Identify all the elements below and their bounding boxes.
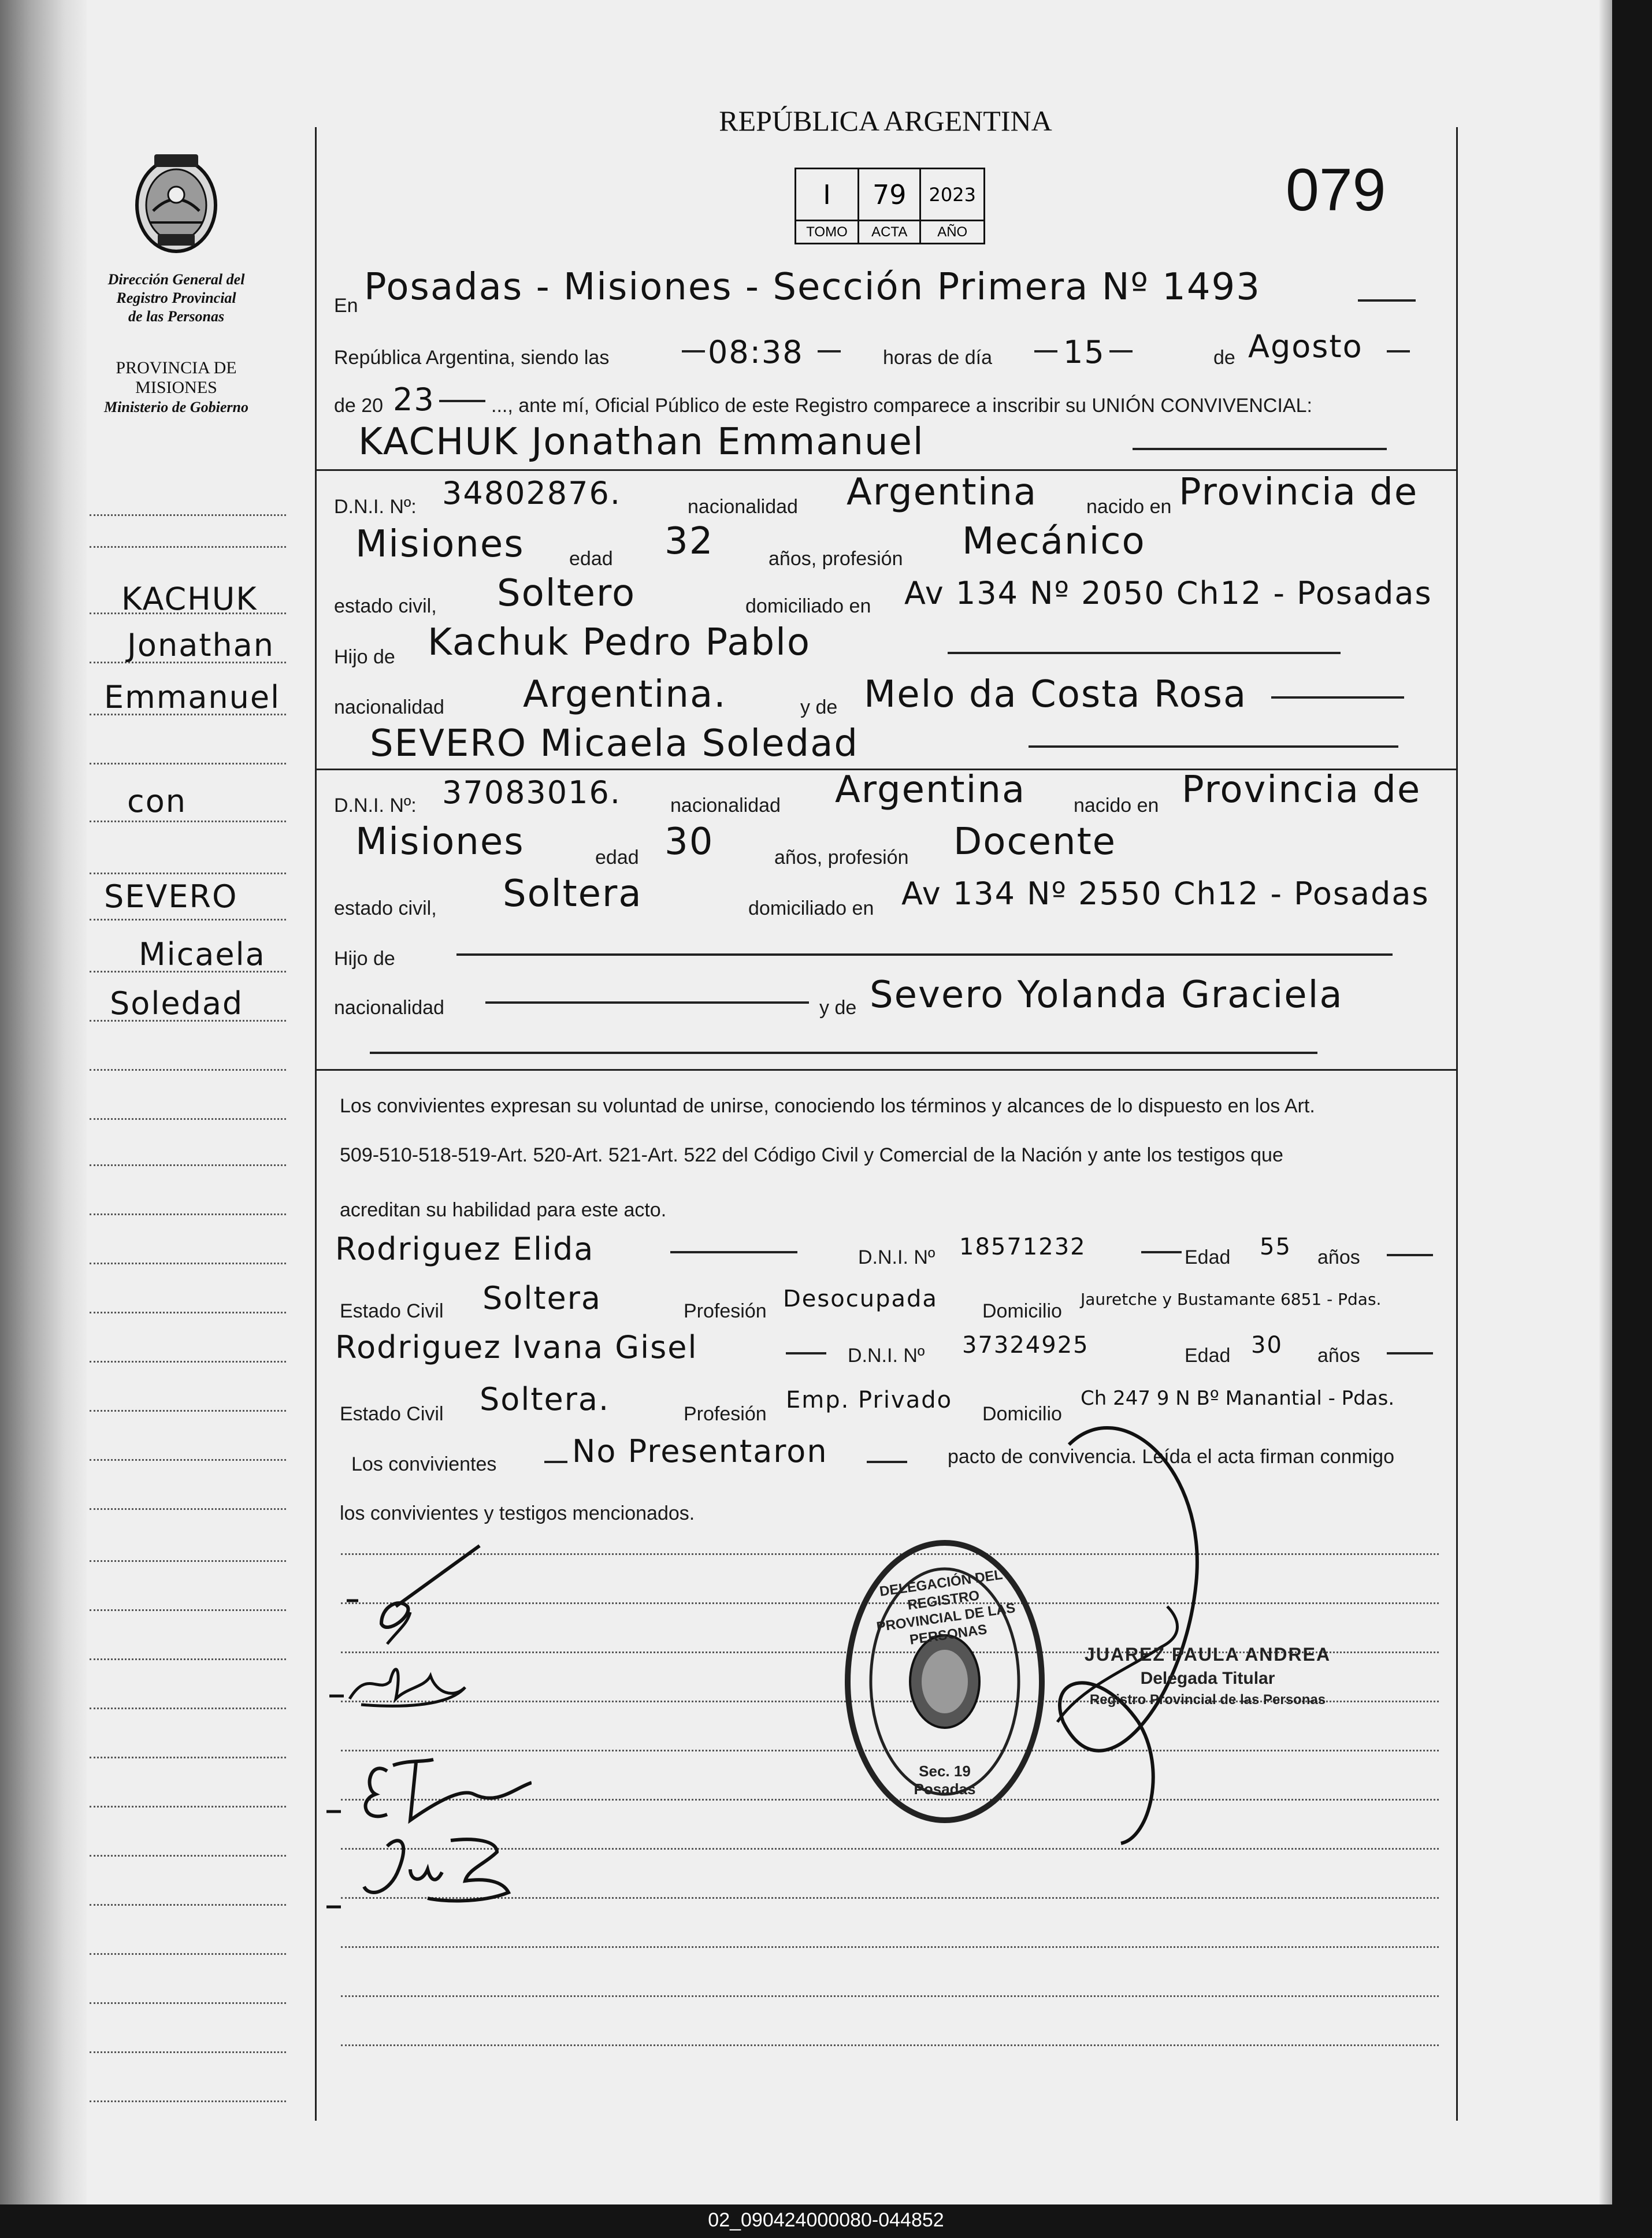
w1-domicile: Jauretche y Bustamante 6851 - Pdas. [1081, 1290, 1382, 1309]
province-coat-of-arms [130, 147, 222, 257]
p1-yde-label: y de [800, 696, 838, 718]
w1-edad-label: Edad [1185, 1246, 1231, 1268]
p1-profession: Mecánico [962, 520, 1146, 563]
margin-note-6: Micaela [139, 936, 266, 973]
p2-birthplace-1: Provincia de [1182, 769, 1421, 811]
w1-anos-label: años [1317, 1246, 1360, 1268]
anio-value: 2023 [920, 169, 985, 221]
margin-note-4: con [127, 783, 187, 819]
w2-name: Rodriguez Ivana Gisel [335, 1329, 698, 1365]
horas-label: horas de día [883, 347, 993, 369]
p1-age: 32 [664, 520, 714, 563]
siendo-label: República Argentina, siendo las [334, 347, 610, 369]
org-line-1: Dirección General del [107, 271, 245, 288]
signature-3 [324, 1754, 532, 1829]
seal-ring-text: DELEGACIÓN DEL REGISTRO PROVINCIAL DE LAS PERSONAS [875, 1567, 1016, 1648]
p1-civil-label: estado civil, [334, 595, 437, 617]
acta-number: 079 [1286, 157, 1386, 224]
p1-nac2-label: nacionalidad [334, 696, 444, 718]
w1-civil-label: Estado Civil [340, 1300, 444, 1322]
p1-domicile: Av 134 Nº 2050 Ch12 - Posadas [904, 575, 1432, 611]
p2-profession: Docente [953, 821, 1117, 863]
person2-name: SEVERO Micaela Soledad [370, 722, 859, 765]
p2-yde-label: y de [819, 997, 857, 1019]
month-value: Agosto [1248, 328, 1363, 365]
p1-nacido-label: nacido en [1086, 496, 1172, 518]
acta-value: 79 [858, 169, 920, 221]
frame-left [315, 127, 317, 2121]
official-stamp [1069, 1644, 1346, 1708]
official-title: Delegada Titular [1140, 1669, 1275, 1688]
official-seal [841, 1534, 1049, 1829]
w2-anos-label: años [1317, 1345, 1360, 1367]
scan-id: 02_090424000080-044852 [708, 2209, 944, 2231]
p2-dni-label: D.N.I. Nº: [334, 795, 417, 816]
p1-prof-label: años, profesión [769, 548, 903, 570]
anio-label: AÑO [920, 221, 985, 244]
official-name: JUAREZ PAULA ANDREA [1084, 1644, 1331, 1665]
p1-dni-label: D.N.I. Nº: [334, 496, 417, 518]
w1-dom-label: Domicilio [982, 1300, 1062, 1322]
w2-prof-label: Profesión [684, 1403, 767, 1425]
p2-domicile: Av 134 Nº 2550 Ch12 - Posadas [901, 875, 1430, 912]
document-title: REPÚBLICA ARGENTINA [719, 105, 1052, 137]
p2-nac2-label: nacionalidad [334, 997, 444, 1019]
w2-dni-label: D.N.I. Nº [848, 1345, 925, 1367]
registry-box [795, 168, 985, 243]
p1-father: Kachuk Pedro Pablo [428, 621, 811, 664]
acta-label: ACTA [858, 221, 920, 244]
w1-name: Rodriguez Elida [335, 1231, 595, 1267]
province-line-1: PROVINCIA DE [116, 358, 237, 377]
frame-right [1456, 127, 1458, 2121]
page-edge [1599, 0, 1612, 2204]
seal-bottom-text: Sec. 19 Posadas [914, 1762, 976, 1798]
w1-profession: Desocupada [783, 1286, 938, 1312]
margin-note-7: Soledad [110, 985, 244, 1022]
w2-edad-label: Edad [1185, 1345, 1231, 1367]
official-office: Registro Provincial de las Personas [1089, 1692, 1326, 1708]
closing-line-2: los convivientes y testigos mencionados. [340, 1502, 695, 1524]
p1-birthplace-2: Misiones [355, 523, 525, 566]
org-line-2: Registro Provincial [116, 290, 236, 306]
signature-2 [326, 1653, 477, 1716]
hour-value: 08:38 [708, 334, 804, 370]
signature-1 [341, 1537, 491, 1653]
w1-civil: Soltera [482, 1280, 602, 1316]
divider-3 [315, 1069, 1456, 1071]
org-line-3: de las Personas [128, 308, 225, 325]
statement-text: ..., ante mí, Oficial Público de este Registro comparece a inscribir su UNIÓN CONVIVENCIAL: [491, 395, 1312, 417]
closing-line-rest: pacto de convivencia. Leída el acta firman conmigo [948, 1446, 1395, 1468]
w2-civil: Soltera. [480, 1381, 610, 1417]
official-signature [1034, 1398, 1237, 1849]
p2-edad-label: edad [595, 847, 639, 869]
person1-name: KACHUK Jonathan Emmanuel [358, 421, 925, 463]
p1-birthplace-1: Provincia de [1179, 471, 1419, 514]
year-prefix: de 20 [334, 395, 384, 417]
p1-dni-value: 34802876. [442, 475, 622, 511]
p2-nationality: Argentina [835, 769, 1026, 811]
tomo-value: I [796, 169, 859, 221]
p1-edad-label: edad [569, 548, 613, 570]
p2-birthplace-2: Misiones [355, 821, 525, 863]
margin-note-1: KACHUK [121, 581, 258, 617]
w1-dni-label: D.N.I. Nº [858, 1246, 935, 1268]
margin-note-2: Jonathan [127, 627, 274, 663]
day-value: 15 [1063, 334, 1105, 370]
footer-bar [0, 2204, 1652, 2238]
p1-hijo-label: Hijo de [334, 646, 395, 668]
de-label: de [1213, 347, 1235, 369]
w1-age: 55 [1260, 1234, 1291, 1260]
p2-dni-value: 37083016. [442, 774, 622, 811]
conv-label: Los convivientes [351, 1453, 497, 1475]
ministry-name: Ministerio de Gobierno [104, 399, 248, 415]
w2-dom-label: Domicilio [982, 1403, 1062, 1425]
w2-profession: Emp. Privado [786, 1387, 953, 1413]
p2-civil-label: estado civil, [334, 897, 437, 919]
margin-note-3: Emmanuel [104, 679, 281, 715]
p1-civil-value: Soltero [497, 572, 636, 615]
p1-father-nat: Argentina. [523, 673, 727, 716]
p2-hijo-label: Hijo de [334, 948, 395, 970]
year-suffix: 23 [393, 381, 435, 418]
province-line-2: MISIONES [135, 378, 217, 397]
w2-civil-label: Estado Civil [340, 1403, 444, 1425]
legal-line-2: 509-510-518-519-Art. 520-Art. 521-Art. 522 del Código Civil y Comercial de la Nación y ante los testigos que [340, 1144, 1283, 1166]
w2-dni: 37324925 [962, 1332, 1089, 1359]
w2-age: 30 [1251, 1332, 1283, 1359]
legal-line-1: Los convivientes expresan su voluntad de unirse, conociendo los términos y alcances de lo dispuesto en los Art. [340, 1095, 1315, 1117]
w1-prof-label: Profesión [684, 1300, 767, 1322]
en-label: En [334, 295, 358, 317]
legal-line-3: acreditan su habilidad para este acto. [340, 1199, 667, 1221]
p2-age: 30 [664, 821, 714, 863]
p2-civil-value: Soltera [503, 873, 643, 915]
p1-nac-label: nacionalidad [688, 496, 798, 518]
pact-status: No Presentaron [572, 1433, 828, 1469]
p2-mother: Severo Yolanda Graciela [870, 974, 1343, 1016]
signature-4 [324, 1829, 520, 1910]
p2-prof-label: años, profesión [774, 847, 909, 869]
p2-nacido-label: nacido en [1074, 795, 1159, 816]
p1-dom-label: domiciliado en [745, 595, 871, 617]
w2-domicile: Ch 247 9 N Bº Manantial - Pdas. [1081, 1387, 1395, 1410]
p2-dom-label: domiciliado en [748, 897, 874, 919]
p2-nac-label: nacionalidad [670, 795, 781, 816]
tomo-label: TOMO [796, 221, 859, 244]
margin-note-5: SEVERO [104, 878, 238, 915]
p1-nationality: Argentina [847, 471, 1038, 514]
place-value: Posadas - Misiones - Sección Primera Nº 1493 [364, 266, 1261, 309]
w1-dni: 18571232 [959, 1234, 1086, 1260]
p1-mother: Melo da Costa Rosa [864, 673, 1248, 716]
